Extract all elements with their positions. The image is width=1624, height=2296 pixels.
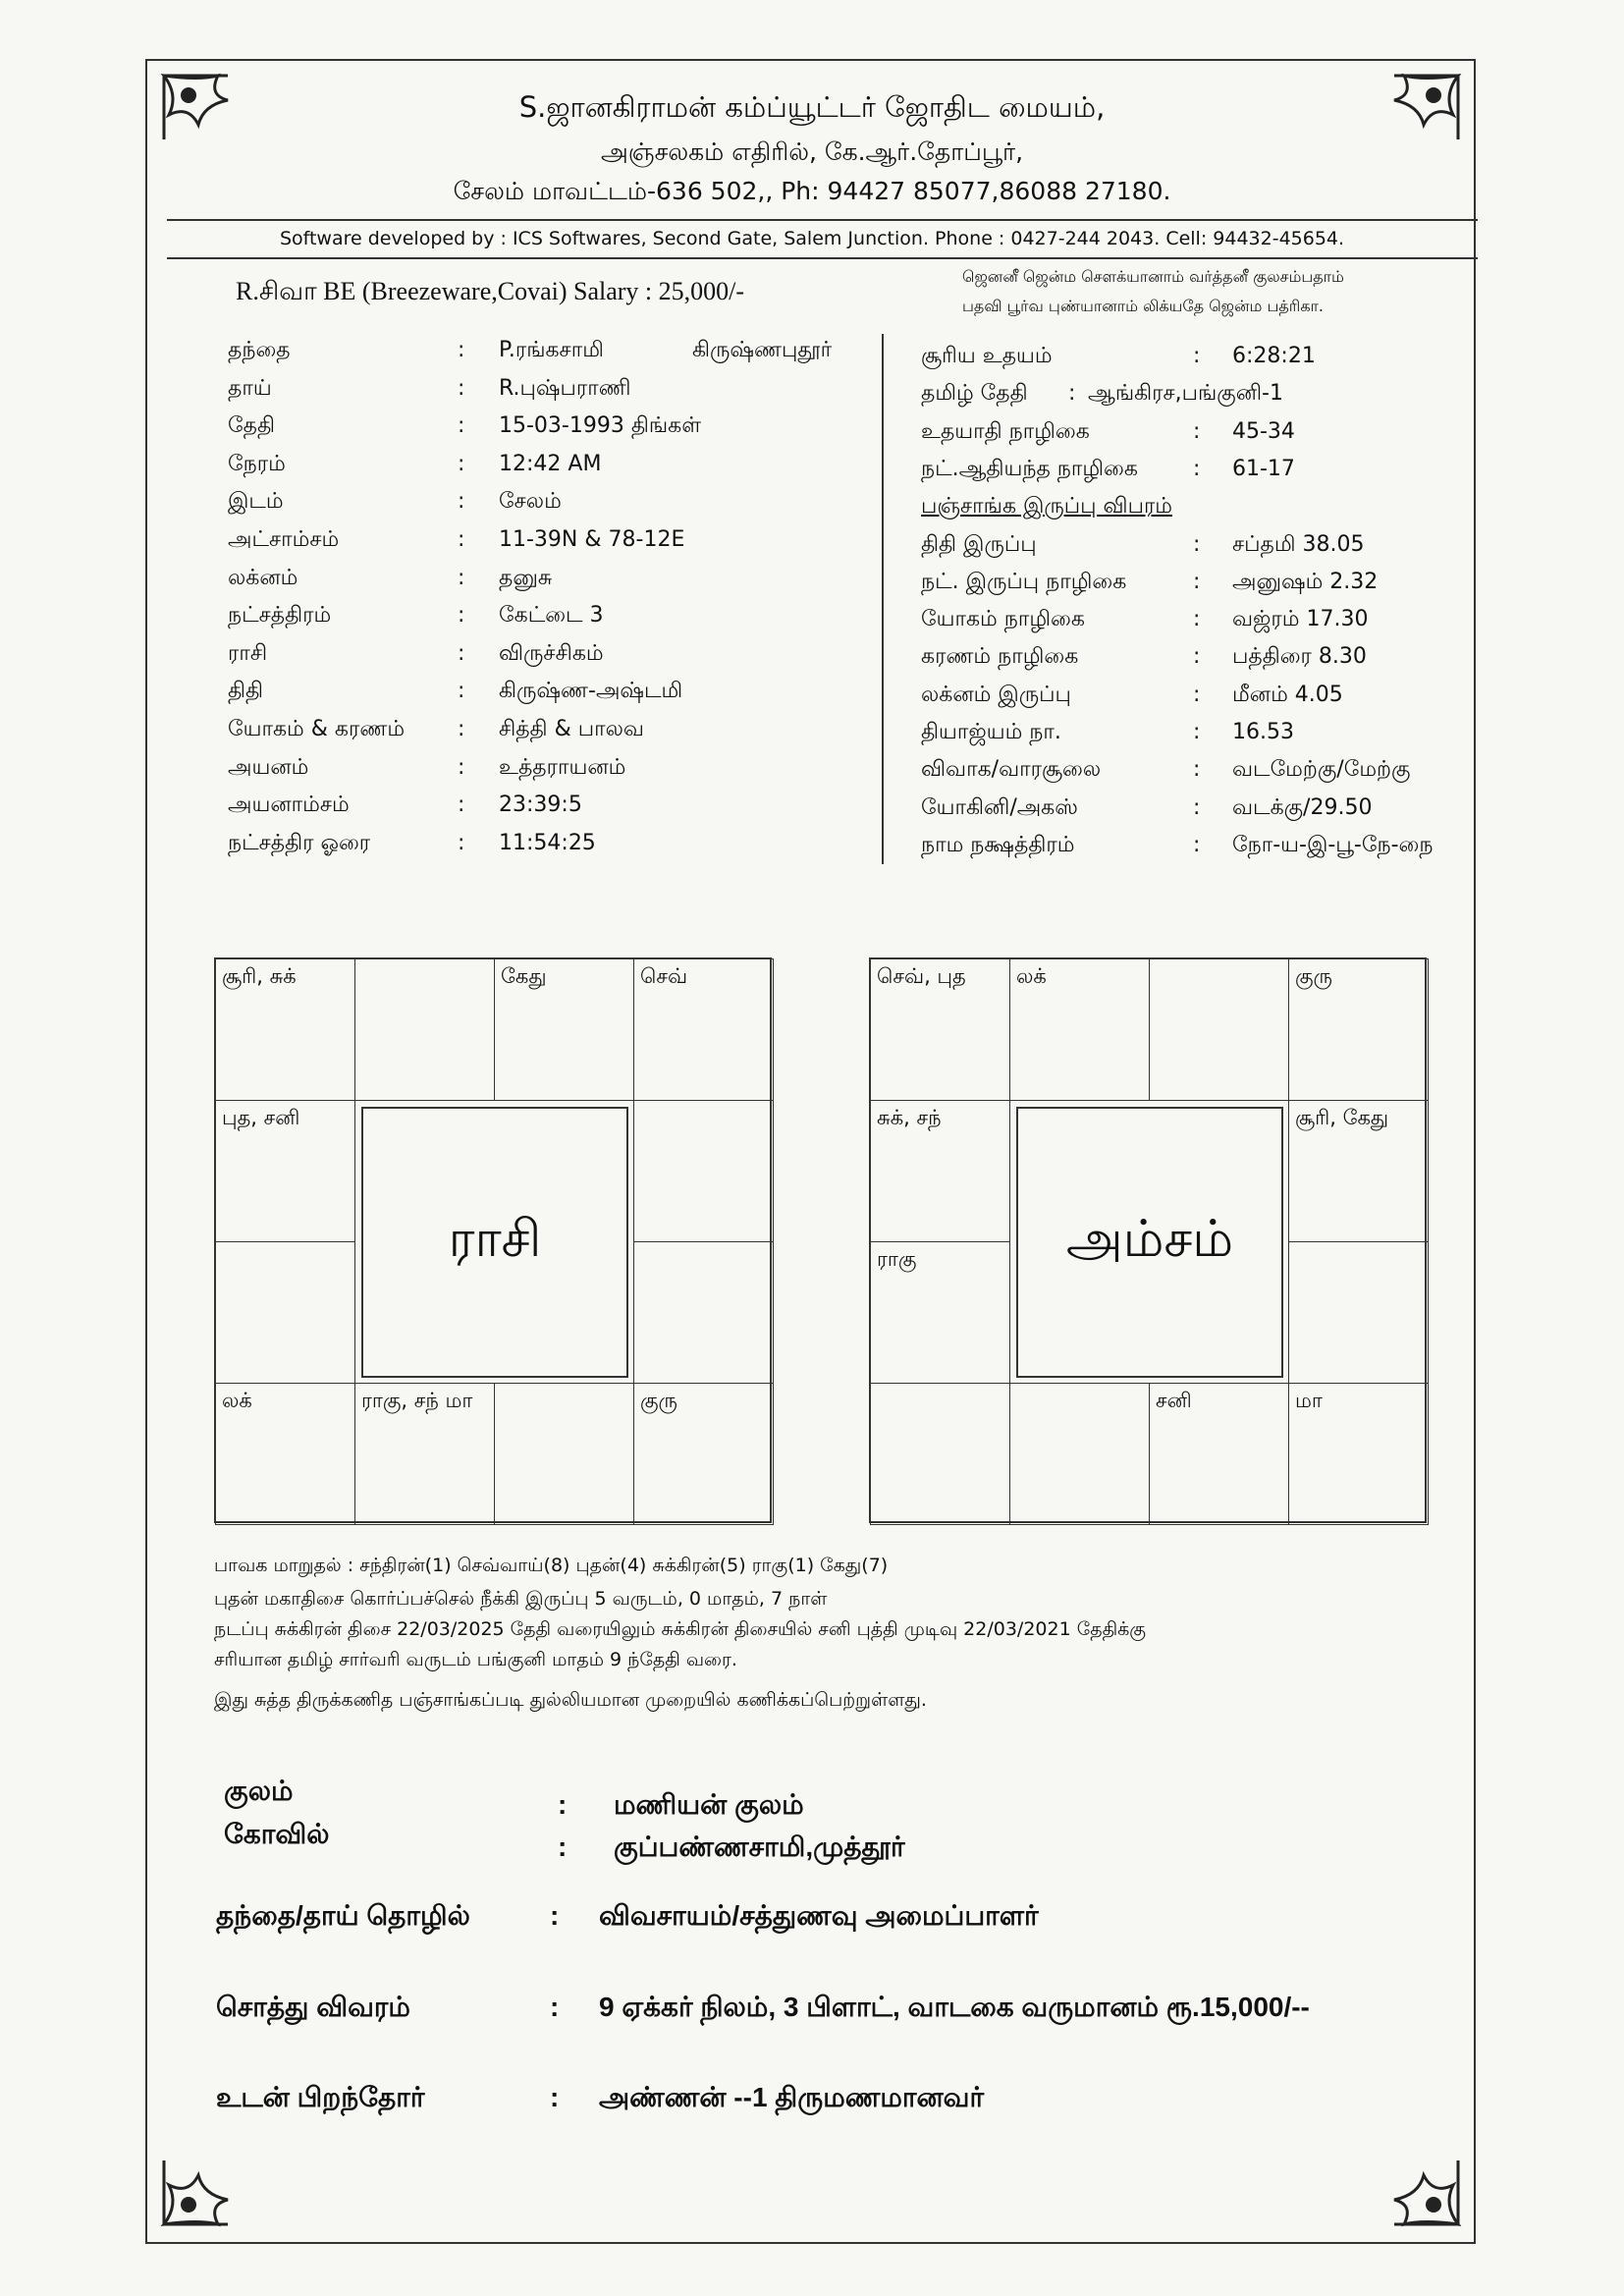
right-detail-label: திதி இருப்பு	[921, 531, 1037, 557]
amsam-chart-title: அம்சம்	[1016, 1107, 1283, 1378]
note-bhava-change: பாவக மாறுதல் : சந்திரன்(1) செவ்வாய்(8) புதன்(4) சுக்கிரன்(5) ராகு(1) கேது(7)	[214, 1555, 889, 1576]
header-address: அஞ்சலகம் எதிரில், கே.ஆர்.தோப்பூர்,	[600, 137, 1024, 166]
details-divider	[882, 334, 884, 864]
right-detail-value: பத்திரை 8.30	[1232, 644, 1367, 670]
left-detail-value: தனுசு	[499, 565, 553, 590]
siblings-sep: :	[550, 2082, 560, 2112]
right-detail-sep: :	[1193, 682, 1201, 707]
right-detail-value: வஜ்ரம் 17.30	[1232, 607, 1369, 632]
person-name-line: R.சிவா BE (Breezeware,Covai) Salary : 25,000/-	[236, 277, 745, 305]
left-detail-value: கேட்டை 3	[499, 603, 604, 629]
left-detail-label: இடம்	[228, 489, 284, 515]
right-detail-label: யோகம் நாழிகை	[921, 607, 1085, 632]
rasi-house-cell: ராகு, சந் மா	[354, 1383, 495, 1525]
amsam-house-cell	[1149, 958, 1289, 1101]
left-detail-label: லக்னம்	[228, 565, 298, 590]
note-dasa-balance: புதன் மகாதிசை கொர்ப்பச்செல் நீக்கி இருப்பு 5 வருடம், 0 மாதம், 7 நாள்	[214, 1588, 828, 1610]
left-detail-label: யோகம் & கரணம்	[228, 717, 406, 741]
software-credit: Software developed by : ICS Softwares, Second Gate, Salem Junction. Phone : 0427-244 2043. Cell: 94432-45654.	[279, 228, 1345, 249]
right-detail-value: வடமேற்கு/மேற்கு	[1232, 757, 1411, 783]
temple-value: குப்பண்ணசாமி,முத்தூர்	[614, 1831, 905, 1862]
rasi-house-cell	[354, 958, 495, 1101]
parents-occupation-label: தந்தை/தாய் தொழில்	[216, 1900, 470, 1931]
right-detail-sep: :	[1193, 644, 1201, 670]
parents-occupation-value: விவசாயம்/சத்துணவு அமைப்பாளர்	[599, 1900, 1039, 1931]
right-detail-value: 45-34	[1232, 418, 1295, 444]
verse-line-2: பதவி பூர்வ புண்யானாம் லிக்யதே ஜென்ம பத்ரிகா.	[962, 297, 1324, 315]
header-title: S.ஜானகிராமன் கம்ப்யூட்டர் ஜோதிட மையம்,	[518, 90, 1106, 124]
right-detail-sep: :	[1193, 832, 1201, 857]
siblings-label: உடன் பிறந்தோர்	[216, 2082, 425, 2112]
siblings-value: அண்ணன் --1 திருமணமானவர்	[599, 2082, 985, 2112]
right-detail-value: நோ-ய-இ-பூ-நே-நை	[1232, 832, 1434, 857]
right-detail-label: தமிழ் தேதி	[921, 381, 1028, 407]
left-detail-label: நட்சத்திரம்	[228, 603, 332, 629]
right-detail-sep: :	[1193, 720, 1201, 744]
right-detail-value: அனுஷம் 2.32	[1232, 569, 1379, 594]
right-detail-label: சூரிய உதயம்	[921, 344, 1053, 368]
left-detail-label: தந்தை	[228, 338, 291, 362]
amsam-house-cell	[1009, 1383, 1150, 1525]
left-detail-sep: :	[458, 451, 465, 476]
software-divider	[167, 257, 1478, 259]
left-detail-sep: :	[458, 754, 465, 780]
left-detail-sep: :	[458, 375, 465, 401]
left-detail-label: தேதி	[228, 413, 275, 439]
left-detail-sep: :	[458, 640, 465, 666]
right-detail-value: 6:28:21	[1232, 344, 1316, 368]
right-detail-value: 16.53	[1232, 720, 1294, 744]
left-detail-label: தாய்	[228, 375, 272, 401]
right-detail-label: உதயாதி நாழிகை	[921, 418, 1090, 444]
temple-label: கோவில்	[224, 1819, 330, 1849]
floral-corner-ornament-bottom-right	[1375, 2141, 1463, 2229]
left-detail-sep: :	[458, 830, 465, 855]
left-detail-value: விருச்சிகம்	[499, 640, 604, 666]
left-detail-sep: :	[458, 338, 465, 362]
right-detail-sep: :	[1193, 757, 1201, 783]
left-detail-value: 23:39:5	[499, 793, 582, 818]
left-detail-value: உத்தராயனம்	[499, 754, 626, 780]
left-detail-label: நேரம்	[228, 451, 286, 476]
left-detail-value: 12:42 AM	[499, 451, 602, 476]
amsam-house-cell	[1288, 1241, 1429, 1384]
right-detail-value: 61-17	[1232, 456, 1295, 481]
left-detail-value: P.ரங்கசாமி	[499, 338, 604, 362]
left-detail-sep: :	[458, 717, 465, 741]
rasi-house-cell	[494, 1383, 634, 1525]
property-value: 9 ஏக்கர் நிலம், 3 பிளாட், வாடகை வருமானம் ரூ.15,000/--	[599, 1992, 1310, 2022]
rasi-house-cell	[633, 1100, 774, 1242]
right-detail-sep: :	[1193, 794, 1201, 820]
left-detail-label: அட்சாம்சம்	[228, 527, 340, 552]
right-detail-label: பஞ்சாங்க இருப்பு விபரம்	[921, 494, 1173, 519]
left-detail-label: ராசி	[228, 640, 268, 666]
right-detail-value: ஆங்கிரச,பங்குனி-1	[1088, 381, 1283, 407]
rasi-house-cell: செவ்	[633, 958, 774, 1101]
left-detail-value: 11:54:25	[499, 830, 596, 855]
left-detail-value: சித்தி & பாலவ	[499, 717, 644, 741]
property-sep: :	[550, 1992, 560, 2022]
amsam-house-cell: சுக், சந்	[870, 1100, 1010, 1242]
left-detail-sep: :	[458, 527, 465, 552]
rasi-house-cell: லக்	[215, 1383, 355, 1525]
right-detail-sep: :	[1193, 531, 1201, 557]
kulam-label: குலம்	[224, 1776, 294, 1806]
right-detail-sep: :	[1193, 569, 1201, 594]
left-detail-label: அயனம்	[228, 754, 309, 780]
right-detail-label: தியாஜ்யம் நா.	[921, 720, 1061, 744]
rasi-house-cell	[633, 1241, 774, 1384]
left-detail-value: 15-03-1993 திங்கள்	[499, 413, 702, 439]
right-detail-label: யோகினி/அகஸ்	[921, 794, 1078, 820]
right-detail-label: விவாக/வாரசூலை	[921, 757, 1102, 783]
rasi-chart	[214, 957, 772, 1523]
left-detail-sep: :	[458, 489, 465, 515]
kulam-value: மணியன் குலம்	[614, 1789, 804, 1820]
left-detail-value: கிருஷ்ண-அஷ்டமி	[499, 679, 683, 704]
note-tamil-date: சரியான தமிழ் சார்வரி வருடம் பங்குனி மாதம் 9 ந்தேதி வரை.	[214, 1649, 737, 1670]
rasi-house-cell: கேது	[494, 958, 634, 1101]
left-detail-extra: கிருஷ்ணபுதூர்	[692, 338, 833, 362]
rasi-house-cell	[215, 1241, 355, 1384]
left-detail-sep: :	[458, 679, 465, 704]
amsam-house-cell	[870, 1383, 1010, 1525]
right-detail-label: நட். இருப்பு நாழிகை	[921, 569, 1127, 594]
amsam-house-cell: குரு	[1288, 958, 1429, 1101]
verse-line-1: ஜெனனீ ஜென்ம சௌக்யானாம் வர்த்தனீ குலசம்பதாம்	[962, 267, 1344, 286]
amsam-house-cell: லக்	[1009, 958, 1150, 1101]
right-detail-sep: :	[1193, 607, 1201, 632]
left-detail-sep: :	[458, 413, 465, 439]
temple-sep: :	[558, 1831, 568, 1862]
amsam-house-cell: சூரி, கேது	[1288, 1100, 1429, 1242]
parents-occupation-sep: :	[550, 1900, 560, 1931]
left-detail-value: 11-39N & 78-12E	[499, 527, 685, 552]
amsam-house-cell: செவ், புத	[870, 958, 1010, 1101]
right-detail-sep: :	[1193, 418, 1201, 444]
right-detail-value: சப்தமி 38.05	[1232, 531, 1365, 557]
amsam-house-cell: மா	[1288, 1383, 1429, 1525]
left-detail-sep: :	[458, 565, 465, 590]
left-detail-value: சேலம்	[499, 489, 562, 515]
header-divider	[167, 219, 1478, 221]
right-detail-value: வடக்கு/29.50	[1232, 794, 1373, 820]
rasi-house-cell: குரு	[633, 1383, 774, 1525]
floral-corner-ornament-bottom-left	[159, 2141, 247, 2229]
right-detail-label: நாம நக்ஷத்திரம்	[921, 832, 1075, 857]
rasi-house-cell: சூரி, சுக்	[215, 958, 355, 1101]
left-detail-label: நட்சத்திர ஓரை	[228, 830, 371, 855]
right-detail-label: லக்னம் இருப்பு	[921, 682, 1071, 707]
amsam-house-cell: சனி	[1149, 1383, 1289, 1525]
amsam-chart	[869, 957, 1427, 1523]
note-calculation-method: இது சுத்த திருக்கணித பஞ்சாங்கப்படி துல்லியமான முறையில் கணிக்கப்பெற்றுள்ளது.	[214, 1689, 927, 1711]
kulam-sep: :	[558, 1789, 568, 1820]
right-detail-sep: :	[1193, 344, 1201, 368]
right-detail-value: மீனம் 4.05	[1232, 682, 1343, 707]
right-detail-sep: :	[1193, 456, 1201, 481]
left-detail-sep: :	[458, 603, 465, 629]
rasi-chart-title: ராசி	[361, 1107, 628, 1378]
property-label: சொத்து விவரம்	[216, 1992, 410, 2022]
left-detail-sep: :	[458, 793, 465, 818]
right-detail-label: கரணம் நாழிகை	[921, 644, 1079, 670]
header-contact: சேலம் மாவட்டம்-636 502,, Ph: 94427 85077,86088 27180.	[453, 177, 1171, 205]
rasi-house-cell: புத, சனி	[215, 1100, 355, 1242]
left-detail-label: திதி	[228, 679, 264, 704]
right-detail-label: நட்.ஆதியந்த நாழிகை	[921, 456, 1138, 481]
left-detail-label: அயனாம்சம்	[228, 793, 350, 818]
amsam-house-cell: ராகு	[870, 1241, 1010, 1384]
note-current-dasa: நடப்பு சுக்கிரன் திசை 22/03/2025 தேதி வரையிலும் சுக்கிரன் திசையில் சனி புத்தி முடிவு 22/03/2021 தேதிக்கு	[214, 1618, 1147, 1640]
right-detail-sep: :	[1068, 381, 1076, 407]
left-detail-value: R.புஷ்பராணி	[499, 375, 631, 401]
